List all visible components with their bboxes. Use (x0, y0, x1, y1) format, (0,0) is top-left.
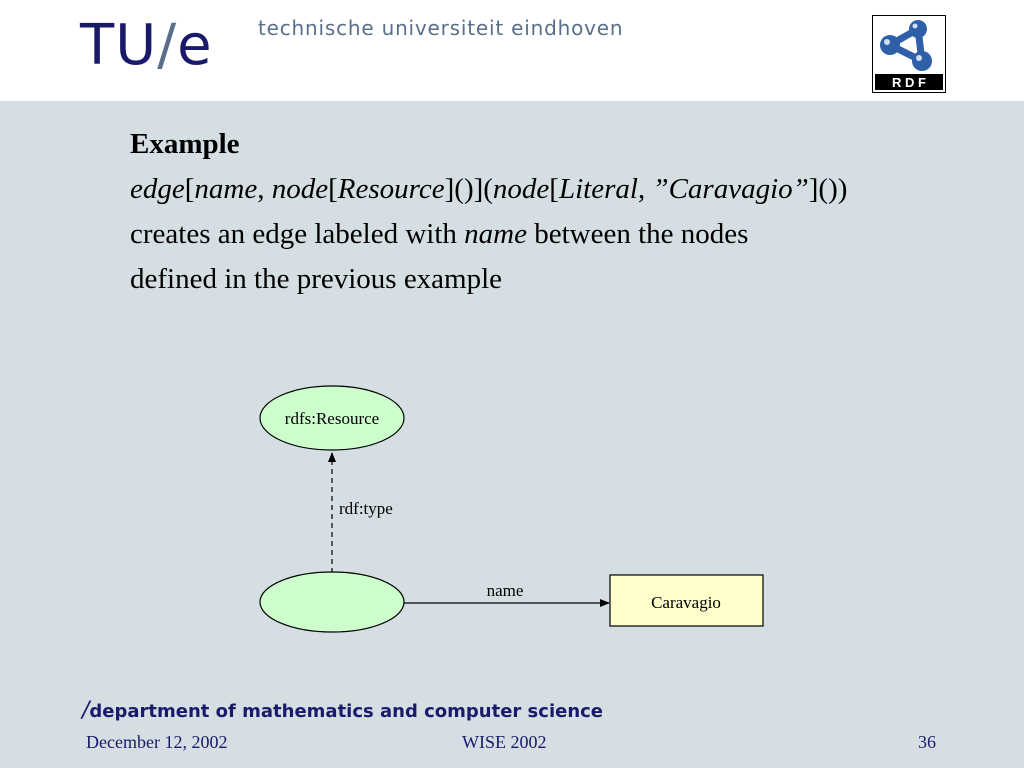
code-name: name (194, 173, 258, 205)
tue-logo (80, 6, 213, 86)
slide-header (0, 0, 1024, 101)
code-comma1: , (257, 173, 272, 205)
code-rest1: ]()]( (444, 173, 493, 205)
footer-date: December 12, 2002 (86, 732, 228, 752)
resource-node-label: rdfs:Resource (284, 409, 380, 428)
type-edge-label: rdf:type (339, 499, 393, 518)
footer-bar (0, 728, 1024, 756)
description-line-2: defined in the previous example (130, 263, 503, 295)
code-resource: Resource (337, 173, 445, 205)
desc-name: name (464, 218, 527, 250)
desc-part1: creates an edge labeled with (130, 218, 465, 250)
code-lb2: [ (328, 173, 338, 205)
university-name: technische universiteit eindhoven (258, 16, 624, 40)
rdf-logo-icon (872, 15, 946, 93)
code-lb1: [ (184, 173, 195, 205)
department-footer (82, 698, 603, 723)
slide-title: Example (130, 128, 240, 160)
logo-e-text: e (177, 13, 213, 78)
subject-node (260, 572, 404, 632)
code-rest2: ]()) (808, 173, 848, 205)
description-line-1 (130, 212, 1010, 257)
code-lb3: [ (549, 173, 559, 205)
footer-conference: WISE 2002 (462, 732, 547, 752)
code-edge: edge (130, 173, 185, 205)
code-node1: node (271, 173, 329, 205)
literal-node-label: Caravagio (651, 593, 721, 612)
name-edge-label: name (486, 581, 524, 600)
dept-slash: / (82, 698, 90, 723)
code-comma2: , (637, 173, 653, 205)
rdf-logo-text: R D F (892, 75, 926, 90)
code-caravagio: ”Caravagio” (652, 173, 809, 205)
department-name: department of mathematics and computer science (89, 701, 604, 722)
desc-part2: between the nodes (526, 218, 749, 250)
page-number: 36 (918, 732, 936, 752)
rdf-graph-diagram (250, 385, 780, 645)
code-literal: Literal (558, 173, 638, 205)
slide-body (130, 122, 1010, 302)
code-node2: node (492, 173, 550, 205)
logo-slash-text: / (157, 13, 178, 78)
code-expression (130, 167, 1010, 212)
logo-tu-text: TU (80, 13, 158, 78)
